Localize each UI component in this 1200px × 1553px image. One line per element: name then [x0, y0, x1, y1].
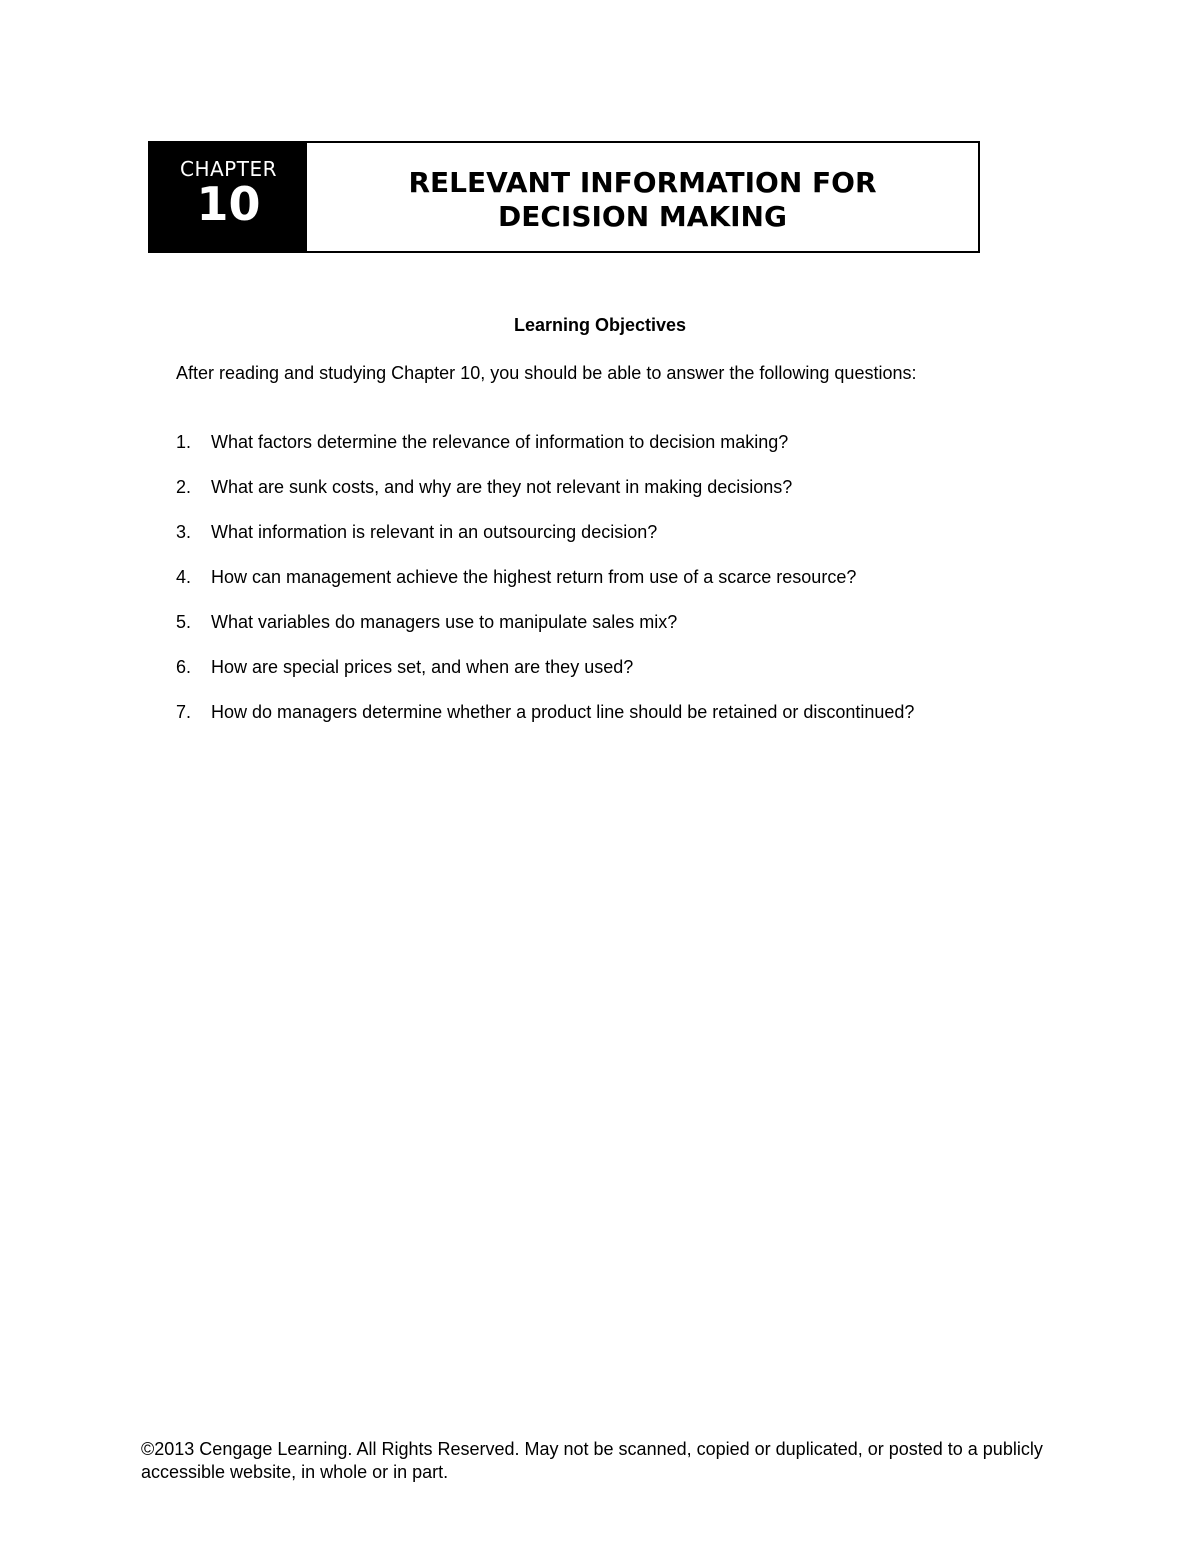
chapter-title-line2: DECISION MAKING	[498, 200, 787, 233]
learning-objectives-heading: Learning Objectives	[513, 315, 687, 335]
copyright-notice: ©2013 Cengage Learning. All Rights Reserved. May not be scanned, copied or duplicated, or posted to a publicly accessible website, in whole or in part.	[141, 1439, 1043, 1482]
list-item-text: What variables do managers use to manipulate sales mix?	[211, 612, 678, 632]
objectives-list	[176, 432, 914, 747]
list-item-number: 6.	[176, 657, 192, 677]
list-item-text: How can management achieve the highest return from use of a scarce resource?	[211, 567, 857, 587]
chapter-number: 10	[196, 177, 261, 231]
list-item-number: 1.	[176, 432, 192, 452]
list-item-number: 5.	[176, 612, 192, 632]
list-item-number: 2.	[176, 477, 192, 497]
list-item	[176, 522, 914, 567]
list-item-text: What are sunk costs, and why are they not relevant in making decisions?	[211, 477, 793, 497]
list-item-text: What factors determine the relevance of information to decision making?	[211, 432, 789, 452]
list-item-number: 4.	[176, 567, 192, 587]
list-item-number: 3.	[176, 522, 192, 542]
list-item-number: 7.	[176, 702, 192, 722]
list-item	[176, 612, 914, 657]
list-item-text: How do managers determine whether a product line should be retained or discontinued?	[211, 702, 915, 722]
chapter-title-line1: RELEVANT INFORMATION FOR	[408, 166, 877, 199]
list-item-text: What information is relevant in an outsourcing decision?	[211, 522, 658, 542]
list-item	[176, 567, 914, 612]
chapter-header	[148, 141, 980, 253]
chapter-label: CHAPTER	[180, 157, 277, 181]
list-item	[176, 432, 914, 477]
objectives-intro: After reading and studying Chapter 10, you should be able to answer the following questions:	[176, 363, 917, 383]
chapter-badge	[150, 143, 307, 251]
list-item	[176, 702, 914, 747]
list-item	[176, 477, 914, 522]
list-item-text: How are special prices set, and when are they used?	[211, 657, 634, 677]
list-item	[176, 657, 914, 702]
chapter-title	[307, 143, 978, 251]
